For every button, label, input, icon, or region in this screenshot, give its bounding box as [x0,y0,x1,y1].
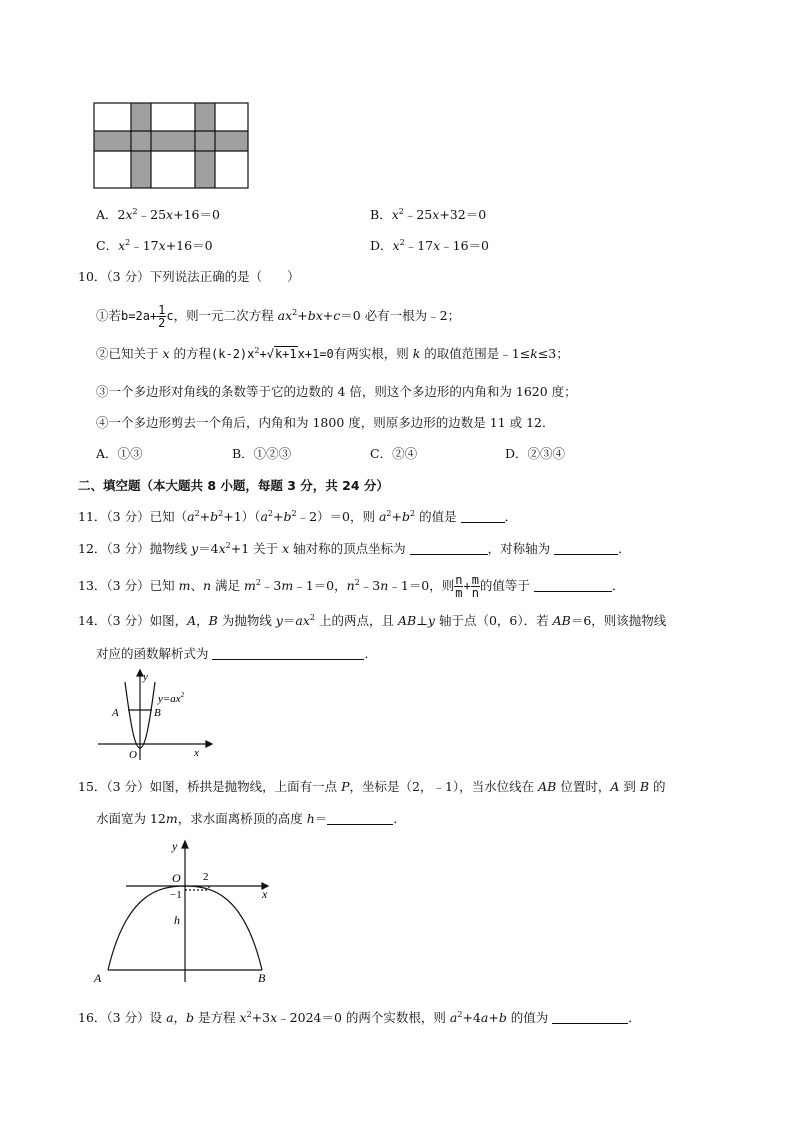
q10-statement-4: ④一个多边形剪去一个角后，内角和为 1800 度，则原多边形的边数是 11 或 12． [96,415,555,430]
q10-option-c[interactable]: C．②④ [370,446,418,461]
q10-statement-3: ③一个多边形对角线的条数等于它的边数的 4 倍，则这个多边形的内角和为 1620 度； [96,384,577,399]
q10-option-a[interactable]: A．①③ [96,446,143,461]
q12-vertex-blank[interactable] [410,541,488,555]
q14-answer-blank[interactable] [212,646,364,660]
q10-option-b[interactable]: B．①②③ [232,446,292,461]
q15-y-label: y [172,839,178,853]
q9-option-d[interactable]: D．$x^2﹣17x﹣16=0$ [370,238,490,253]
q15-height-label: h [174,913,180,927]
q9-option-a[interactable]: A．$2x^2﹣25x+16=0$ [96,207,220,222]
q12-axis-blank[interactable] [554,541,618,555]
q14-line-2: 对应的函数解析式为 ． [96,646,377,661]
q14-point-a-label: A [112,707,119,719]
q16-answer-blank[interactable] [552,1010,628,1024]
q14-origin-label: O [129,749,137,761]
q15-line-1: 15．（3 分）如图，桥拱是抛物线，上面有一点 P，坐标是（2，﹣1），当水位线在 AB 位置时，A 到 B 的 [78,779,666,794]
q15-x-label: x [262,887,268,901]
q10-statement-1: ①若b=2a+ $\frac{1}{2}$ c，则一元二次方程 $ax^2+bx+c=0$ 必有一根为﹣2； [96,303,461,330]
q15-point-a-label: A [94,971,102,985]
q14-line-1: 14．（3 分）如图，A，B 为抛物线 $y=ax^2$ 上的两点，且 AB⊥y 轴于点（0，6）．若 AB＝6，则该抛物线 [78,613,667,628]
q9-option-c[interactable]: C．$x^2﹣17x+16=0$ [96,238,213,253]
q15-line-2: 水面宽为 12m，求水面离桥顶的高度 h＝ ． [96,811,406,826]
q14-x-label: x [194,747,199,759]
q13-answer-blank[interactable] [534,578,612,592]
q15-origin-label: O [172,871,181,885]
q14-parabola-figure [94,668,214,762]
q10-statement-2: ②已知关于 x 的方程$(k-2)x^2+√k+1x+1=0$有两实根，则 k 的取值范围是﹣1≤k≤3； [96,346,569,361]
grid-figure [93,102,249,190]
q13: 13．（3 分）已知 m、n 满足 $m^2﹣3m﹣1=0$，$n^2﹣3n﹣1=0$，则 $\frac{n}{m}$ + $\frac{m}{n}$ 的值等于 ． [78,573,625,600]
q11-answer-blank[interactable] [461,509,505,523]
q14-curve-label: $y=ax^2$ [158,691,185,705]
q15-bridge-figure [92,836,278,986]
q15-answer-blank[interactable] [327,811,393,825]
q10-option-d[interactable]: D．②③④ [505,446,566,461]
q15-tick-2-label: 2 [203,871,209,883]
q12: 12．（3 分）抛物线 $y=4x^2+1$ 关于 x 轴对称的顶点坐标为 ，对称轴为 ． [78,541,631,556]
q14-point-b-label: B [154,707,161,719]
q16: 16．（3 分）设 a，b 是方程 $x^2+3x﹣2024=0$ 的两个实数根，则 $a^2+4a+b$ 的值为 ． [78,1010,641,1025]
q10-stem: 10．（3 分）下列说法正确的是（ ） [78,269,300,284]
q15-tick-neg1-label: −1 [170,889,182,901]
q9-option-b[interactable]: B．$x^2﹣25x+32=0$ [370,207,487,222]
q15-point-b-label: B [258,971,266,985]
q11: 11．（3 分）已知$(a^2+b^2+1)(a^2+b^2﹣2)=0$，则 $a^2+b^2$ 的值是 ． [78,509,518,524]
section-2-heading: 二、填空题（本大题共 8 小题，每题 3 分，共 24 分） [78,478,389,493]
grid-strip-horizontal [94,131,248,151]
q14-y-label: y [143,671,148,683]
